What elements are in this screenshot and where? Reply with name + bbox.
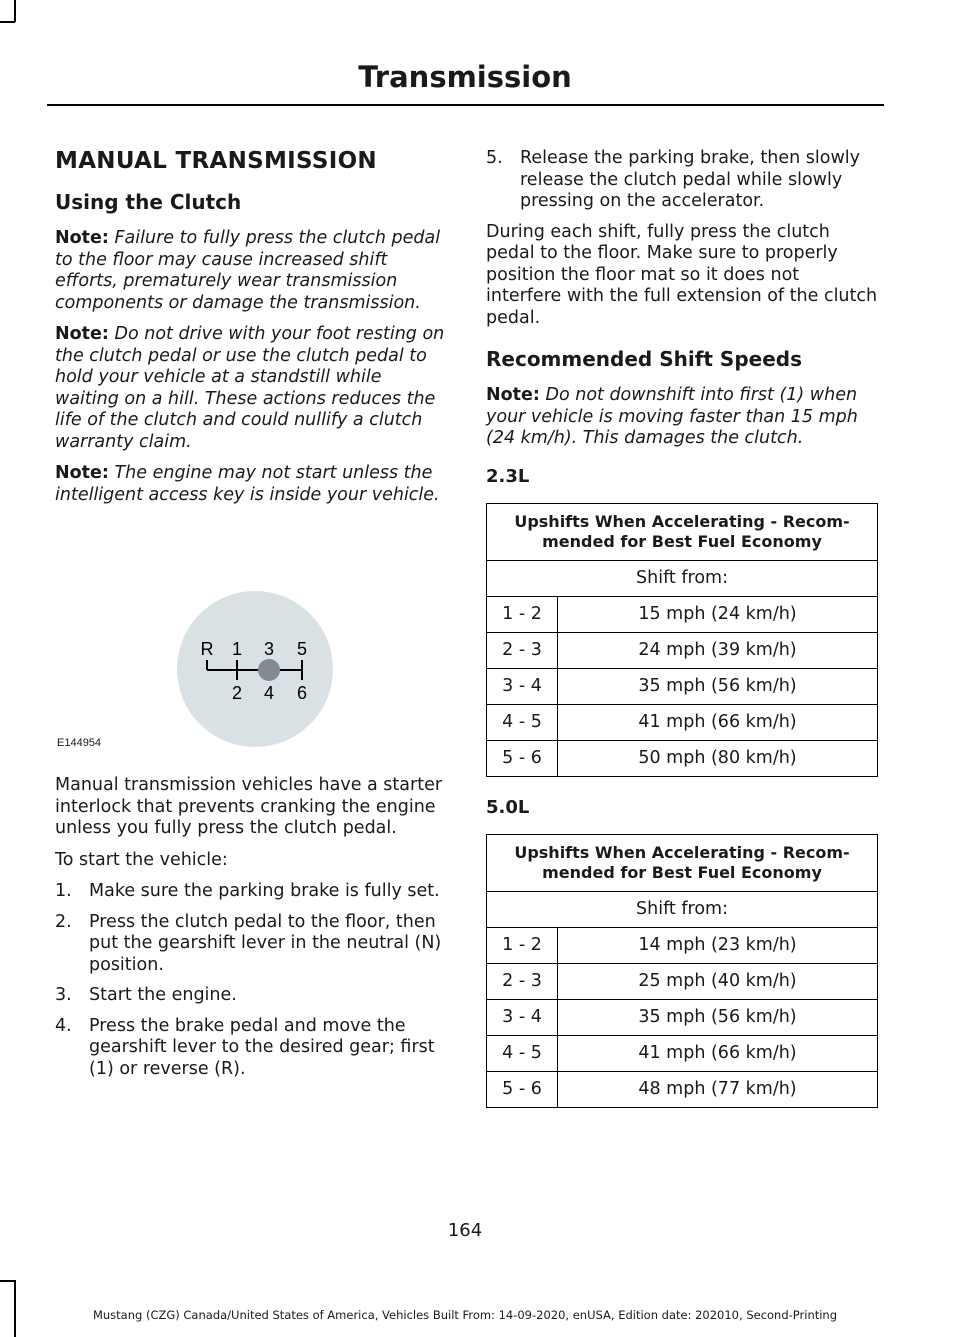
gear-label: 5 [296, 639, 308, 659]
page-title: Transmission [358, 60, 572, 94]
gear-range: 3 - 4 [487, 999, 558, 1035]
section-heading: MANUAL TRANSMISSION [55, 148, 377, 174]
list-item [486, 148, 878, 213]
note-label: Note: [486, 385, 540, 405]
gear-label: R [200, 639, 214, 659]
header-divider [47, 104, 884, 106]
shift-speed: 15 mph (24 km/h) [558, 596, 878, 632]
right-column [486, 148, 878, 1126]
note-text: Failure to fully press the clutch pedal to the floor may cause increased shift efforts, prematurely wear transmission components or damage the transmission. [55, 228, 441, 313]
start-steps [55, 881, 447, 1080]
note-label: Note: [55, 228, 109, 248]
start-steps-continued [486, 148, 878, 213]
intro-paragraph: Manual transmission vehicles have a starter interlock that prevents cranking the engine unless you fully press the clutch pedal. [55, 775, 443, 838]
table-header: Upshifts When Accelerating - Recom-mended for Best Fuel Economy [487, 834, 878, 891]
shift-paragraph: During each shift, fully press the clutch pedal to the floor. Make sure to properly position the floor mat so it does not interfere with the full extension of the clutch pedal. [486, 221, 878, 328]
gear-label: 2 [231, 683, 243, 703]
gearshift-knob [258, 659, 280, 681]
engine-label: 2.3L [486, 465, 530, 487]
engine-label: 5.0L [486, 796, 530, 818]
table-subheader: Shift from: [487, 891, 878, 927]
step-text: Make sure the parking brake is fully set. [89, 881, 440, 901]
page-number: 164 [447, 1220, 483, 1241]
left-column [55, 148, 447, 1089]
shift-speed: 48 mph (77 km/h) [558, 1071, 878, 1107]
list-item [55, 881, 447, 903]
gear-range: 4 - 5 [487, 1035, 558, 1071]
gear-range: 4 - 5 [487, 704, 558, 740]
shift-pattern-diagram [55, 566, 447, 761]
step-text: Press the clutch pedal to the floor, then put the gearshift lever in the neutral (N) position. [89, 911, 442, 975]
gear-range: 5 - 6 [487, 1071, 558, 1107]
list-item [55, 985, 447, 1007]
gear-range: 2 - 3 [487, 963, 558, 999]
shift-speed-table [486, 834, 878, 1108]
note-text: The engine may not start unless the intelligent access key is inside your vehicle. [55, 463, 440, 505]
gear-label: 6 [296, 683, 308, 703]
table-row [487, 632, 878, 668]
footer-text: Mustang (CZG) Canada/United States of America, Vehicles Built From: 14-09-2020, enUSA, Edition date: 202010, Second-Printing [92, 1308, 838, 1322]
note [486, 385, 878, 450]
note-text: Do not downshift into first (1) when your vehicle is moving faster than 15 mph (24 km/h). This damages the clutch. [486, 385, 858, 448]
crop-mark [0, 1280, 15, 1282]
note [55, 228, 447, 314]
step-text: Press the brake pedal and move the gearshift lever to the desired gear; first (1) or reverse (R). [89, 1015, 435, 1079]
step-number: 1. [55, 881, 72, 901]
gear-range: 5 - 6 [487, 740, 558, 776]
shift-speed: 41 mph (66 km/h) [558, 704, 878, 740]
list-item [55, 1016, 447, 1081]
gear-range: 2 - 3 [487, 632, 558, 668]
gear-range: 1 - 2 [487, 596, 558, 632]
note-text: Do not drive with your foot resting on the clutch pedal or use the clutch pedal to hold your vehicle at a standstill while waiting on a hill. These actions reduces the life of the clutch and could nullify a clutch warranty claim. [55, 324, 445, 452]
shift-speed: 24 mph (39 km/h) [558, 632, 878, 668]
gear-label: 4 [263, 683, 275, 703]
gear-label: 3 [263, 639, 275, 659]
table-row [487, 999, 878, 1035]
table-subheader: Shift from: [487, 560, 878, 596]
start-label: To start the vehicle: [55, 849, 228, 870]
step-number: 3. [55, 985, 72, 1005]
table-row [487, 740, 878, 776]
table-row [487, 704, 878, 740]
subheading: Using the Clutch [55, 190, 242, 214]
note-label: Note: [55, 463, 109, 483]
shift-speed: 25 mph (40 km/h) [558, 963, 878, 999]
note [55, 324, 447, 453]
table-row [487, 668, 878, 704]
table-row [487, 1071, 878, 1107]
step-number: 4. [55, 1015, 72, 1036]
gear-label: 1 [231, 639, 243, 659]
note-label: Note: [55, 324, 109, 344]
shift-speed: 14 mph (23 km/h) [558, 927, 878, 963]
step-number: 2. [55, 911, 72, 932]
step-text: Start the engine. [89, 985, 237, 1005]
shift-speed: 35 mph (56 km/h) [558, 668, 878, 704]
figure-code: E144954 [57, 737, 102, 749]
table-header: Upshifts When Accelerating - Recom-mended for Best Fuel Economy [487, 503, 878, 560]
shift-speed-table [486, 503, 878, 777]
shift-pattern-figure [55, 566, 447, 761]
note [55, 463, 447, 506]
table-row [487, 1035, 878, 1071]
step-text: Release the parking brake, then slowly release the clutch pedal while slowly pressing on the accelerator. [520, 148, 861, 211]
shift-speed: 50 mph (80 km/h) [558, 740, 878, 776]
table-row [487, 596, 878, 632]
step-number: 5. [486, 148, 503, 168]
shift-speed: 41 mph (66 km/h) [558, 1035, 878, 1071]
shift-speed: 35 mph (56 km/h) [558, 999, 878, 1035]
crop-mark [0, 21, 15, 23]
table-row [487, 927, 878, 963]
table-row [487, 963, 878, 999]
gear-range: 3 - 4 [487, 668, 558, 704]
list-item [55, 912, 447, 977]
subheading: Recommended Shift Speeds [486, 347, 802, 371]
crop-mark [14, 0, 16, 22]
gear-range: 1 - 2 [487, 927, 558, 963]
